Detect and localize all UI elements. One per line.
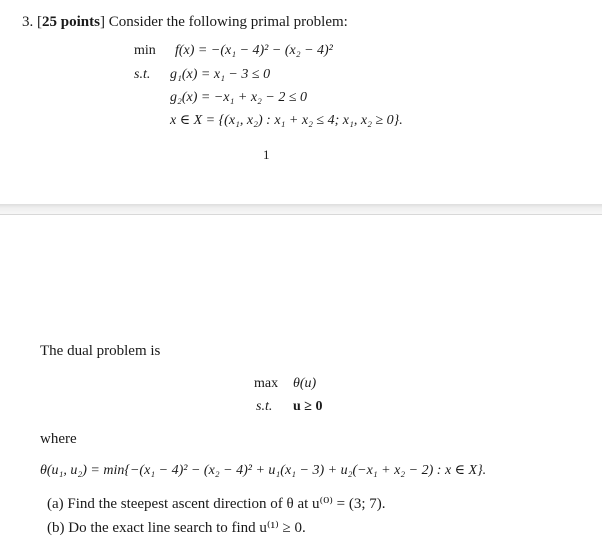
- primal-objective: f(x) = −(x₁ − 4)² − (x₂ − 4)²: [175, 43, 333, 58]
- problem-heading: 3. [25 points] Consider the following primal problem:: [22, 14, 348, 30]
- part-a-label: (a): [47, 496, 64, 512]
- st-label: s.t.: [134, 67, 151, 82]
- page-number: 1: [263, 147, 270, 162]
- constraint-g1: g₁(x) = x₁ − 3 ≤ 0: [170, 67, 271, 82]
- points-bracket: [: [37, 14, 42, 30]
- part-b: [47, 521, 306, 536]
- dual-st-label: s.t.: [256, 399, 273, 414]
- dual-objective: θ(u): [293, 376, 317, 391]
- page-separator-line: [0, 214, 602, 215]
- where-label: where: [40, 431, 77, 447]
- constraint-set: x ∈ X = {(x₁, x₂) : x₁ + x₂ ≤ 4; x₁, x₂ ≥ 0}.: [170, 113, 403, 128]
- min-label: min: [134, 43, 156, 58]
- max-label: max: [254, 376, 279, 391]
- part-b-label: (b): [47, 520, 65, 536]
- dual-intro: The dual problem is: [40, 343, 161, 359]
- theta-definition: θ(u₁, u₂) = min{−(x₁ − 4)² − (x₂ − 4)² + u₁(x₁ − 3) + u₂(−x₁ + x₂ − 2) : x ∈ X}.: [40, 463, 487, 478]
- problem-points: 25 points: [42, 14, 100, 30]
- part-b-text: Do the exact line search to find u⁽¹⁾ ≥ 0.: [68, 520, 306, 536]
- problem-intro: Consider the following primal problem:: [108, 14, 348, 30]
- part-a-text: Find the steepest ascent direction of θ at u⁽⁰⁾ = (3; 7).: [67, 496, 386, 512]
- constraint-g2: g₂(x) = −x₁ + x₂ − 2 ≤ 0: [170, 90, 308, 105]
- part-a: [47, 497, 386, 512]
- dual-constraint: u ≥ 0: [293, 399, 323, 414]
- problem-number: 3.: [22, 14, 34, 30]
- page-separator: [0, 204, 602, 214]
